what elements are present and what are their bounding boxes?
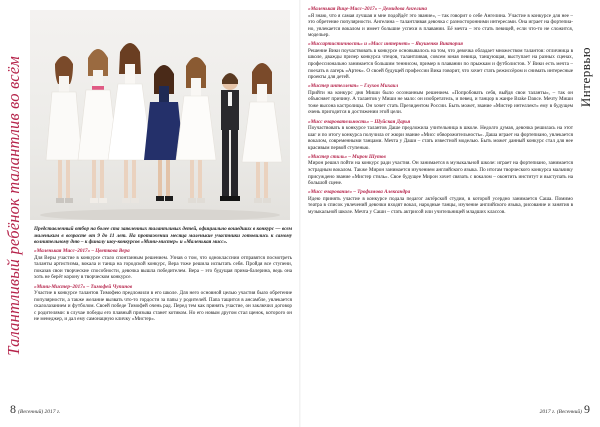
section-body: Участие в конкурсе талантов Тимофею предложили в его школе. Для него основной целью участия было обретение популярности, а также желание вызвать что-то гордости за папы у родителей. Папа тащится в ансамбле, увлекается скалолазанием и футболом. Своей победе Тимофей очень рад. Перед тем как принять участие, он заключил договор с родителями: в случае победы его плавный призыва станет котиком. Но его новым другом стал щенок, которого он не менеджер, и дал ему самонацную кличку «Мистер». bbox=[34, 290, 292, 323]
section-heading: «Маленькая Мисс–2017» – Цветкова Вера bbox=[34, 248, 130, 255]
article-section bbox=[308, 83, 573, 116]
side-title-text: Талантливый ребёнок талантлив во всём bbox=[4, 55, 23, 356]
interview-label bbox=[576, 36, 596, 118]
article-section bbox=[34, 248, 292, 281]
section-body: Мирон решил пойти на конкурс ради участия. Он занимается в музыкальной школе: играет на фортепиано, занимается эстрадным вокалом. Также Мирон занимается изучением английского языка. По итогам творческого конкурса мальчику присуждено звание «Мистер стиль». Свое будущее Мирон хочет связать с вокалом – оконтить институт и выступать на большой сцене. bbox=[308, 160, 573, 187]
article-section bbox=[308, 41, 573, 80]
section-body: Прийти на конкурс дня Миши было осознанным решением. «Попробовать себя, выйдя свои таланты», – так он объясняет причину. А талантов у Миши не мало: он изобретатель, и певец, и танцор в жанре Brake Dance. Мечту Миши тоже высона кастролицы. Он хочет стать Президентом России. Быть может, звание «Мистер интеллект» ему в будущем очень пригодится в достижении этой цели. bbox=[308, 89, 573, 116]
section-body: «Я знаю, что я самая лучшая и мне подойдёт это звание», – так говорит о себе Ангелина. Участие в конкурсе для нее – это обретение популярности. Ангелина – талантливая девочка с разносторонними интересами. Она играет на фортепиано, увлекается вокалом и имеет большие успехи в плавании. Её мечта – это стать певицей, если что-то не сложится, модельер. bbox=[308, 12, 573, 39]
side-title bbox=[2, 8, 26, 403]
section-body: Решение Вики поучаствовать в конкурсе основывалось на том, что девочка обладает множеством талантов: отличница в школе, дважды призер конкурса чтецов, талантливая, совсем юная певица, танцующая, выступает на разных сценах, профессионально занимается большим теннисом, пример в плавании по прыжкам и футболистов. У Вики есть мечта – поехать в лагерь «Артек». О своей будущей профессии Вика говорит, что хочет стать режиссёром и снимать интересные проекты для детей. bbox=[308, 47, 573, 81]
section-heading: «Мисс очаровательность» – Шуйская Дарья bbox=[308, 118, 411, 125]
article-section bbox=[308, 189, 573, 215]
section-body: Идею принять участие в конкурсе подала педагог актёрской студии, в которой усердно занимается Саша. Помимо театра в список увлечений девочки входят вокал, народные танцы, изучение английского языка, рисование и занятия в музыкальной школе. Мечта у Саши – стать актрисой или учительницей младших классов. bbox=[308, 195, 573, 215]
left-text-column bbox=[34, 226, 292, 325]
section-body: Для Веры участие в конкурсе стало спонтанным решением. Узнав о том, что однокласснии отправятся посмотреть таланты артистизма, вокала и танца на городской конкурс, Вера тоже решила испытать себя. Пройдя все ступени, показав свои творческие способности, девочка вышла победителем. Вера – это будущая прима-балерина, ведь она хоть не берёт корону в творческом конкурсе. bbox=[34, 254, 292, 281]
article-section bbox=[308, 154, 573, 187]
group-photo bbox=[30, 10, 290, 220]
article-section bbox=[308, 119, 573, 152]
left-page-number bbox=[10, 402, 60, 417]
section-heading: «Мистер стиль» – Мирон Шутов bbox=[308, 153, 386, 160]
article-section bbox=[308, 6, 573, 39]
section-heading: «Мисс очарование» – Трофимова Александра bbox=[308, 189, 411, 196]
right-page bbox=[300, 0, 600, 427]
section-heading: «Маленькая Вице-Мисс–2017» – Демидова Ангелина bbox=[308, 6, 427, 12]
article-section bbox=[34, 284, 292, 323]
intro-paragraph: Представленный отбор на более ста заявленных талантливых детей, официально вошедших в конкурс — всем маленьким в возрасте от 9 до 11 лет. На протяжении месяца маленькие участники готовились к самому волнительному дню – к финалу шоу-конкурсов «Мини-мистер» и «Маленькая мисс». bbox=[34, 226, 292, 246]
right-page-number bbox=[540, 402, 590, 417]
page-number: 9 bbox=[584, 402, 590, 416]
interview-label-text: Интервью bbox=[578, 46, 593, 108]
right-text-column bbox=[308, 6, 573, 218]
section-heading: «Мини-Мистер–2017» – Тимофей Чупинов bbox=[34, 283, 133, 290]
section-heading: «Миссартистичность» и «Мисс интернет» – Якушенко Виктория bbox=[308, 41, 463, 48]
page-number: 8 bbox=[10, 402, 16, 416]
section-heading: «Мистер интеллект» – Глухов Михаил bbox=[308, 83, 399, 90]
section-body: Поучаствовать в конкурсе талантов Даше предложила учительница в школе. Недолго думая, девочка решилась на этот шаг и по итогу конкурса получила от жюри звание «Мисс обворожительность». Даша играет на фортепиано, увлекается вокалом, современными танцами. Мечта у Даши – стать известной моделью. Быть может данный конкурс стал для нее красивым первой ступенью. bbox=[308, 125, 573, 151]
page-meta: 2017 г. (Весенний) bbox=[539, 409, 582, 415]
page-meta: (Весенний) 2017 г. bbox=[18, 409, 61, 415]
